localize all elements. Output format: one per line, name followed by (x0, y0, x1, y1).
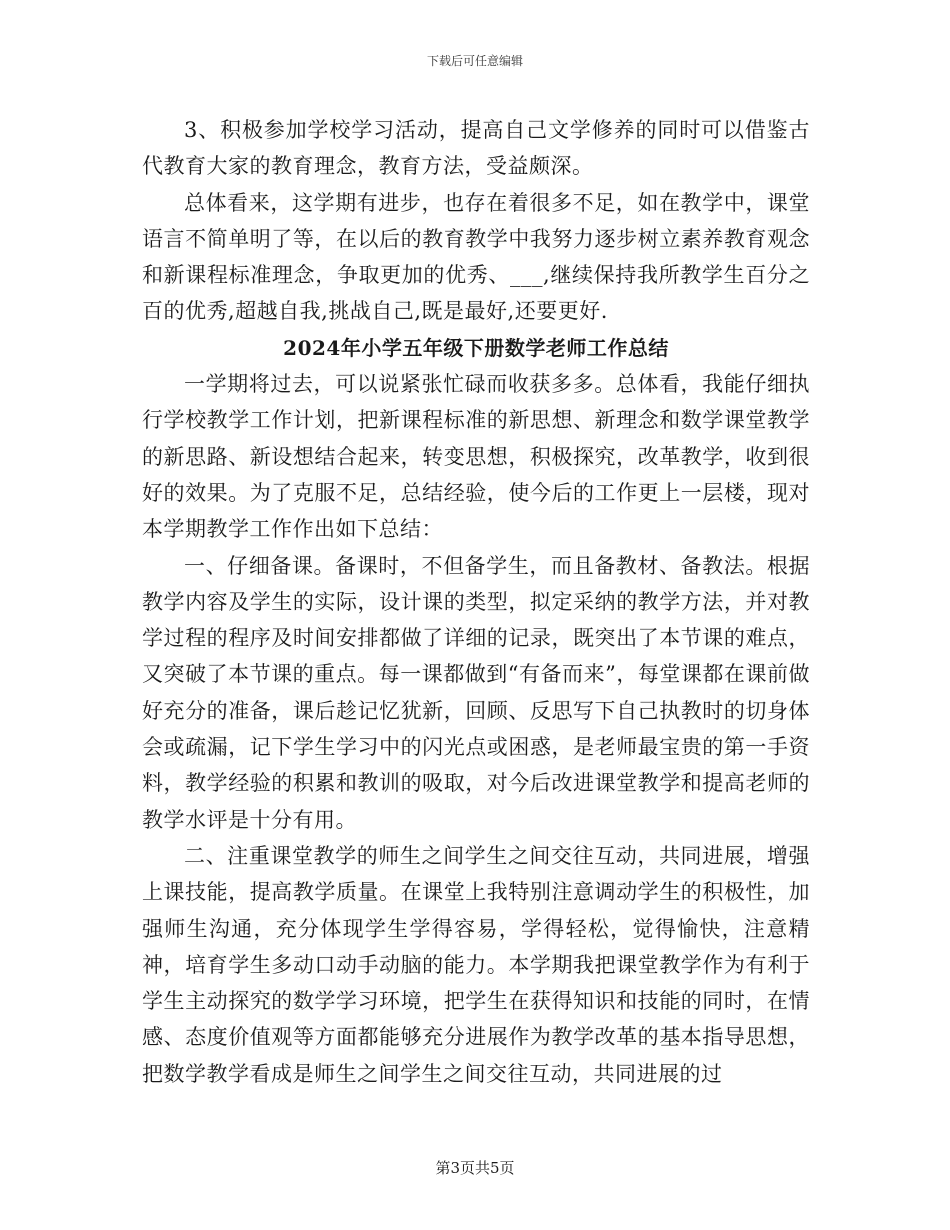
page-header: 下载后可任意编辑 (426, 54, 523, 68)
page-footer: 第3页共5页 (435, 1159, 515, 1177)
paragraph: 二、注重课堂教学的师生之间学生之间交往互动，共同进展，增强上课技能，提高教学质量。在课堂上我特别注意调动学生的积极性，加强师生沟通，充分体现学生学得容易，学得轻松，觉得愉快，注意精神，培育学生多动口动手动脑的能力。本学期我把课堂教学作为有利于学生主动探究的数学学习环境，把学生在获得知识和技能的同时，在情感、态度价值观等方面都能够充分进展作为教学改革的基本指导思想，把数学教学看成是师生之间学生之间交往互动，共同进展的过 (142, 843, 810, 1086)
paragraph: 一学期将过去，可以说紧张忙碌而收获多多。总体看，我能仔细执行学校教学工作计划，把新课程标准的新思想、新理念和数学课堂教学的新思路、新设想结合起来，转变思想，积极探究，改革教学，收到很好的效果。为了克服不足，总结经验，使今后的工作更上一层楼，现对本学期教学工作作出如下总结： (142, 372, 810, 542)
paragraph: 总体看来，这学期有进步，也存在着很多不足，如在教学中，课堂语言不简单明了等，在以后的教育教学中我努力逐步树立素养教育观念和新课程标准理念，争取更加的优秀、___,继续保持我所教学生百分之百的优秀,超越自我,挑战自己,既是最好,还要更好. (142, 190, 810, 324)
document-body (142, 112, 810, 1092)
section-title: 2024年小学五年级下册数学老师工作总结 (283, 335, 669, 360)
paragraph: 一、仔细备课。备课时，不但备学生，而且备教材、备教法。根据教学内容及学生的实际，设计课的类型，拟定采纳的教学方法，并对教学过程的程序及时间安排都做了详细的记录，既突出了本节课的难点，又突破了本节课的重点。每一课都做到“有备而来”，每堂课都在课前做好充分的准备，课后趁记忆犹新，回顾、反思写下自己执教时的切身体会或疏漏，记下学生学习中的闪光点或困惑，是老师最宝贵的第一手资料，教学经验的积累和教训的吸取，对今后改进课堂教学和提高老师的教学水评是十分有用。 (142, 553, 810, 832)
paragraph: 3、积极参加学校学习活动，提高自己文学修养的同时可以借鉴古代教育大家的教育理念，教育方法，受益颇深。 (142, 118, 810, 179)
